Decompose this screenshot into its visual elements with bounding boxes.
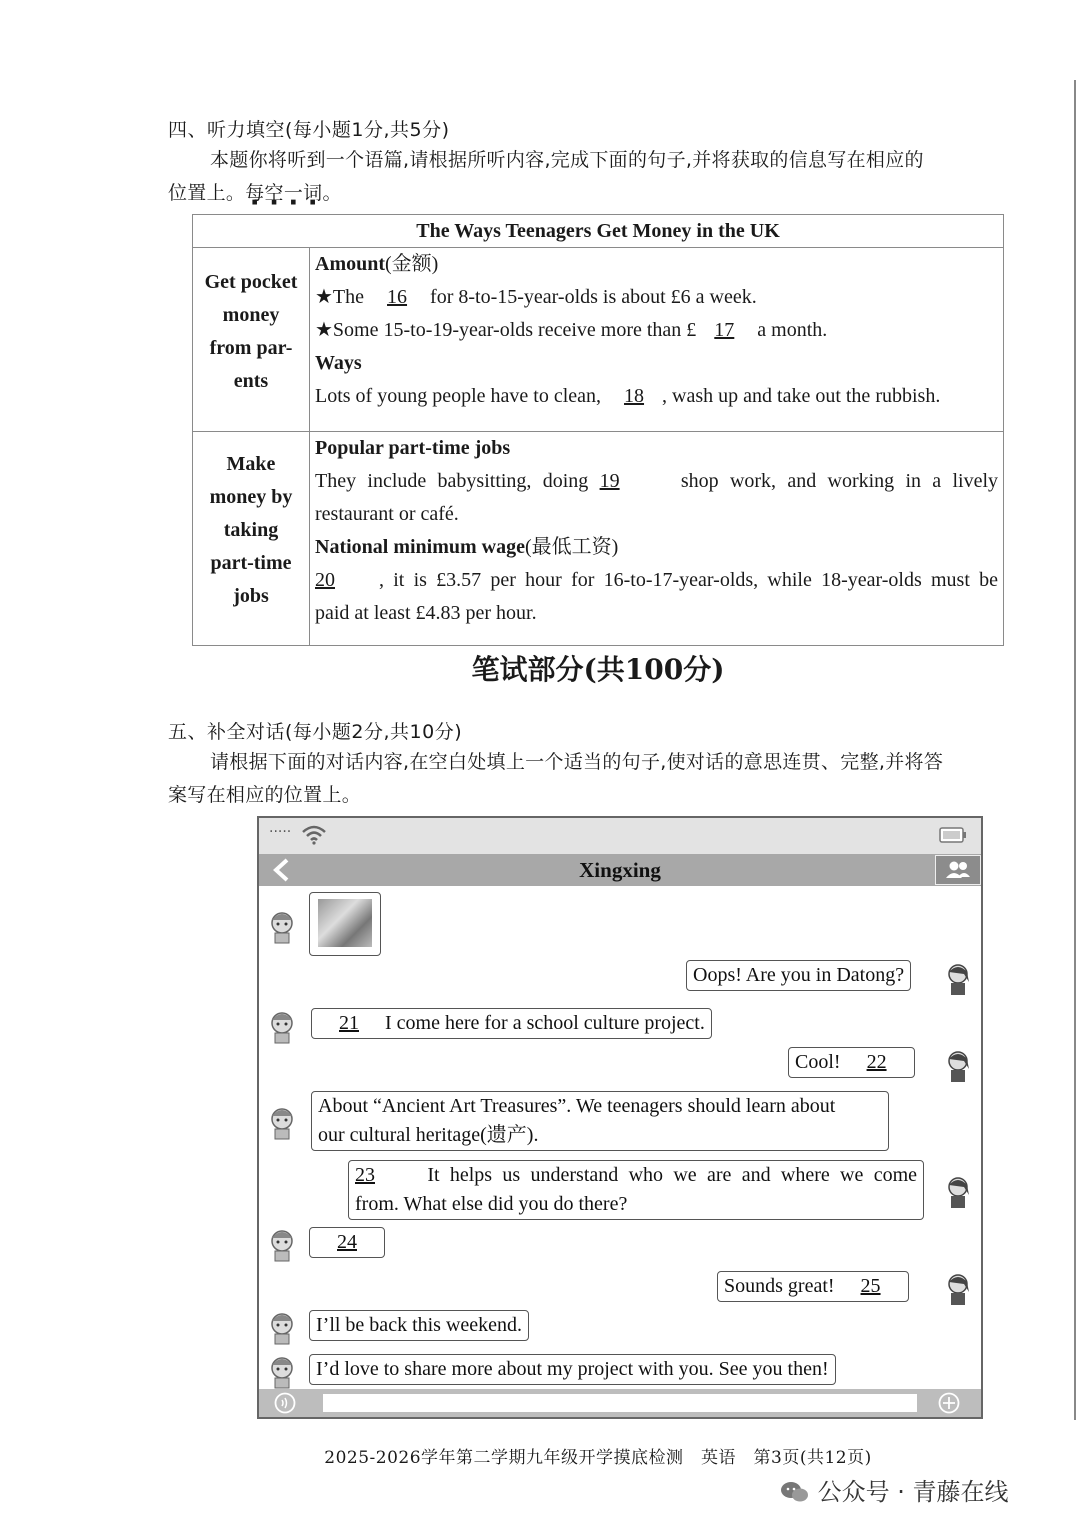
row2-left-line: jobs bbox=[233, 585, 269, 607]
message-bubble-right: 23 It helps us understand who we are and where we come from. What else did you do there? bbox=[348, 1160, 924, 1220]
blank-24[interactable]: 24 bbox=[337, 1231, 357, 1253]
chat-contact-name: Xingxing bbox=[579, 858, 661, 882]
row2-right-cell bbox=[310, 432, 1004, 646]
instr-emphasis: 每空一词 bbox=[245, 182, 323, 204]
row1-left-cell bbox=[193, 248, 310, 432]
contacts-button[interactable] bbox=[935, 855, 981, 885]
row2-left-line: taking bbox=[223, 519, 279, 541]
row1-left-line: Get pocket bbox=[204, 271, 298, 293]
page-footer: 2025-2026学年第二学期九年级开学摸底检测 英语 第3页(共12页) bbox=[324, 1448, 872, 1468]
message-bubble-right: Sounds great! 25 bbox=[717, 1271, 909, 1302]
section4-instructions bbox=[168, 144, 1038, 177]
chat-phone-frame bbox=[257, 816, 983, 1419]
row2-left-line: money by bbox=[209, 486, 293, 508]
line7: paid at least £4.83 per hour. bbox=[315, 602, 537, 624]
signal-dots-icon: ····· bbox=[269, 824, 292, 840]
plus-icon[interactable] bbox=[937, 1392, 961, 1414]
section4-instr-line2 bbox=[168, 177, 1038, 210]
watermark bbox=[780, 1472, 1009, 1507]
chat-input-bar bbox=[259, 1389, 981, 1417]
watermark-text: 公众号 · 青藤在线 bbox=[817, 1478, 1009, 1506]
row1-left-line: money bbox=[222, 304, 280, 326]
message-bubble-left: About “Ancient Art Treasures”. We teenagers should learn about our cultural heritage(遗产). bbox=[311, 1091, 889, 1151]
xingxing-avatar bbox=[267, 1311, 297, 1345]
blank-20[interactable]: 20 bbox=[315, 569, 335, 591]
section5-instr-line2: 案写在相应的位置上。 bbox=[168, 784, 362, 806]
blank-25[interactable]: 25 bbox=[860, 1275, 881, 1297]
photo-message[interactable] bbox=[309, 892, 381, 956]
wage-label: National minimum wage bbox=[315, 536, 525, 558]
student-avatar bbox=[943, 1175, 973, 1209]
message-bubble-left: 21 I come here for a school culture project. bbox=[311, 1008, 712, 1039]
battery-icon bbox=[939, 827, 967, 843]
xingxing-avatar bbox=[267, 910, 297, 944]
message-bubble-left bbox=[309, 1227, 385, 1258]
section4-title: 四、听力填空(每小题1分,共5分) bbox=[168, 119, 450, 141]
message-input[interactable] bbox=[323, 1394, 917, 1412]
wifi-icon bbox=[301, 825, 327, 845]
line3-post: , wash up and take out the rubbish. bbox=[662, 385, 941, 407]
instr-pre: 位置上。 bbox=[168, 182, 246, 204]
written-part-title: 笔试部分(共100分) bbox=[471, 653, 725, 686]
ways-label: Ways bbox=[315, 352, 362, 374]
blank-17[interactable]: 17 bbox=[714, 319, 735, 341]
buddha-photo bbox=[318, 899, 372, 947]
line1-post: for 8-to-15-year-olds is about £6 a week. bbox=[430, 286, 757, 308]
message-bubble-right: Cool! 22 bbox=[788, 1047, 915, 1078]
student-avatar bbox=[943, 1049, 973, 1083]
table-title: The Ways Teenagers Get Money in the UK bbox=[193, 215, 1004, 248]
line4: They include babysitting, doing 19 shop work, and working in a lively bbox=[315, 465, 998, 498]
pocket-money-table bbox=[192, 214, 1004, 646]
line2-pre: ★Some 15-to-19-year-olds receive more than £ bbox=[315, 319, 697, 341]
row1-right-cell bbox=[310, 248, 1004, 432]
blank-16[interactable]: 16 bbox=[387, 286, 408, 308]
users-icon bbox=[936, 856, 980, 884]
line3-pre: Lots of young people have to clean, bbox=[315, 385, 602, 407]
row2-left-line: Make bbox=[226, 453, 276, 475]
popular-label: Popular part-time jobs bbox=[315, 437, 511, 459]
message-bubble-left: I’ll be back this weekend. bbox=[309, 1310, 529, 1341]
page-edge-divider bbox=[1074, 80, 1076, 1420]
row1-left-line: ents bbox=[233, 370, 269, 392]
line5: restaurant or café. bbox=[315, 503, 459, 525]
blank-21[interactable]: 21 bbox=[339, 1012, 359, 1034]
xingxing-avatar bbox=[267, 1010, 297, 1044]
voice-icon[interactable] bbox=[273, 1392, 297, 1414]
row2-left-cell bbox=[193, 432, 310, 646]
xingxing-avatar bbox=[267, 1228, 297, 1262]
row2-left-line: part-time bbox=[210, 552, 292, 574]
blank-22[interactable]: 22 bbox=[866, 1051, 887, 1073]
line6: 20 , it is £3.57 per hour for 16-to-17-year-olds, while 18-year-olds must be bbox=[315, 564, 998, 597]
wage-cn: (最低工资) bbox=[525, 536, 619, 558]
wechat-icon bbox=[780, 1480, 810, 1504]
blank-19[interactable]: 19 bbox=[599, 470, 620, 492]
amount-label: Amount bbox=[315, 253, 386, 275]
message-bubble-left: I’d love to share more about my project with you. See you then! bbox=[309, 1354, 836, 1385]
line2-post: a month. bbox=[757, 319, 828, 341]
chat-header bbox=[259, 854, 981, 886]
row1-left-line: from par- bbox=[209, 337, 293, 359]
student-avatar bbox=[943, 962, 973, 996]
xingxing-avatar bbox=[267, 1355, 297, 1389]
status-bar bbox=[259, 818, 981, 854]
section4-instr-line1: 本题你将听到一个语篇,请根据所听内容,完成下面的句子,并将获取的信息写在相应的 bbox=[210, 149, 924, 171]
xingxing-avatar bbox=[267, 1106, 297, 1140]
section5-title: 五、补全对话(每小题2分,共10分) bbox=[168, 721, 463, 743]
amount-cn: (金额) bbox=[385, 253, 439, 275]
line1-pre: ★The bbox=[315, 286, 365, 308]
student-avatar bbox=[943, 1272, 973, 1306]
blank-23[interactable]: 23 bbox=[355, 1164, 375, 1186]
blank-18[interactable]: 18 bbox=[624, 385, 645, 407]
instr-end: 。 bbox=[322, 182, 342, 204]
section5-instr-line1: 请根据下面的对话内容,在空白处填上一个适当的句子,使对话的意思连贯、完整,并将答 bbox=[210, 751, 944, 773]
message-bubble-right: Oops! Are you in Datong? bbox=[686, 960, 911, 991]
